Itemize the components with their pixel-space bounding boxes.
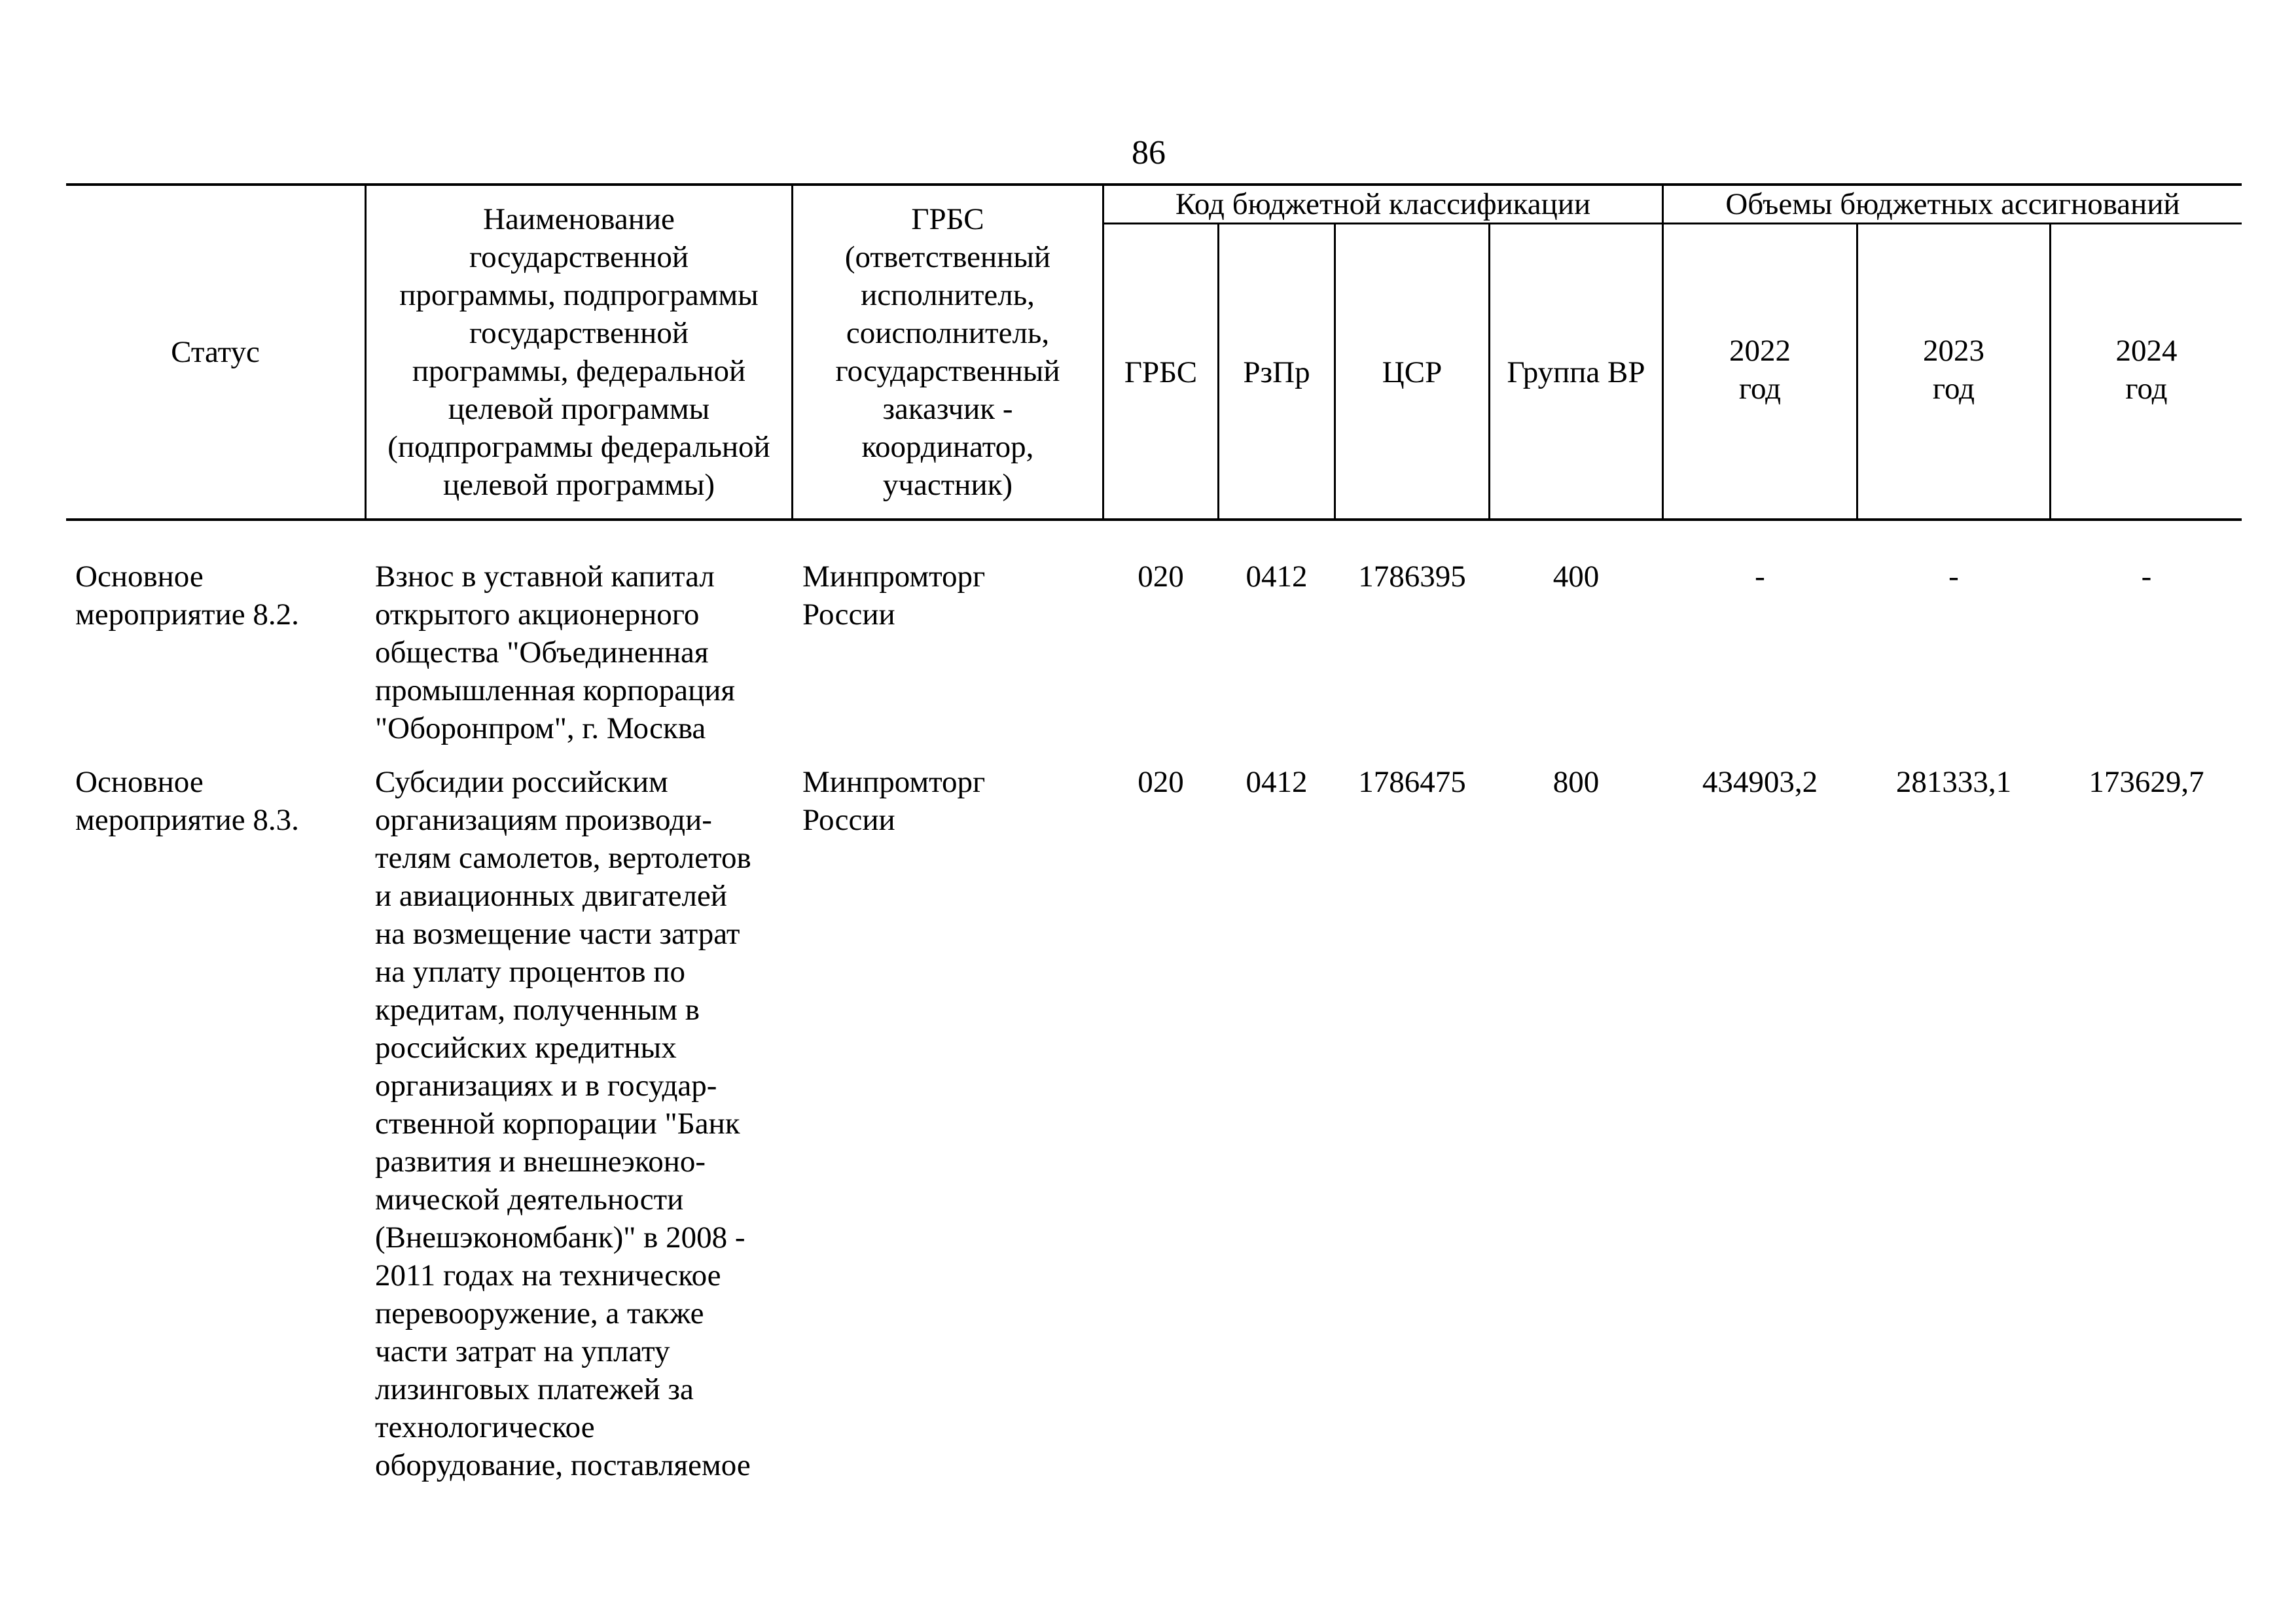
row-csr: 1786475 bbox=[1358, 765, 1466, 799]
row-status: Основное мероприятие 8.2. bbox=[75, 560, 299, 632]
header-name: Наименование государственной программы, подпрограммы государственной программы, федеральной целевой программы (подпрограммы федеральной целевой программы) bbox=[387, 202, 770, 502]
row-name: Взнос в уставной капитал открытого акционерного общества "Объединенная промышленная корпорация "Оборонпром", г. Москва bbox=[375, 560, 736, 745]
page-number: 86 bbox=[1132, 134, 1166, 171]
header-rzpr: РзПр bbox=[1243, 355, 1310, 389]
row-vr: 400 bbox=[1552, 560, 1600, 594]
header-budget-volume-group: Объемы бюджетных ассигнований bbox=[1725, 187, 2180, 221]
header-grbs-executor: ГРБС (ответственный исполнитель, соисполнитель, государственный заказчик - координатор, участник) bbox=[835, 202, 1060, 502]
row-rzpr: 0412 bbox=[1246, 765, 1308, 799]
header-status: Статус bbox=[171, 335, 260, 369]
row-2022: 434903,2 bbox=[1702, 765, 1818, 799]
row-2024: 173629,7 bbox=[2089, 765, 2204, 799]
header-bottom-rule bbox=[66, 518, 2242, 521]
row-grbs: 020 bbox=[1138, 765, 1184, 799]
row-vr: 800 bbox=[1552, 765, 1600, 799]
row-2023: - bbox=[1948, 560, 1959, 594]
row-grbs: 020 bbox=[1138, 560, 1184, 594]
row-2024: - bbox=[2141, 560, 2152, 594]
header-budget-code-group: Код бюджетной классификации bbox=[1175, 187, 1591, 221]
row-2023: 281333,1 bbox=[1895, 765, 2012, 799]
header-year-2023: 2023 год bbox=[1923, 334, 1984, 406]
row-rzpr: 0412 bbox=[1246, 560, 1308, 594]
header-group-vr: Группа ВР bbox=[1507, 355, 1645, 389]
row-executor: Минпромторг России bbox=[802, 765, 986, 837]
row-name: Субсидии российским организациям производи- телям самолетов, вертолетов и авиационных двигателей на возмещение части затрат на уплату процентов по кредитам, полученным в российских кредитных организациях и в государ- ственной корпорации "Банк развития и внешнеэконо- мической деятельности (Внешэкономбанк)" в 2008 - 2011 годах на техническое перевооружение, а также части затрат на уплату лизинговых платежей за технологическое оборудование, поставляемое bbox=[375, 765, 751, 1482]
row-2022: - bbox=[1755, 560, 1765, 594]
header-grbs: ГРБС bbox=[1124, 355, 1198, 389]
header-csr: ЦСР bbox=[1382, 355, 1443, 389]
row-csr: 1786395 bbox=[1358, 560, 1466, 594]
header-year-2024: 2024 год bbox=[2115, 334, 2178, 406]
row-status: Основное мероприятие 8.3. bbox=[75, 765, 299, 837]
row-executor: Минпромторг России bbox=[802, 560, 986, 632]
header-year-2022: 2022 год bbox=[1729, 334, 1791, 406]
